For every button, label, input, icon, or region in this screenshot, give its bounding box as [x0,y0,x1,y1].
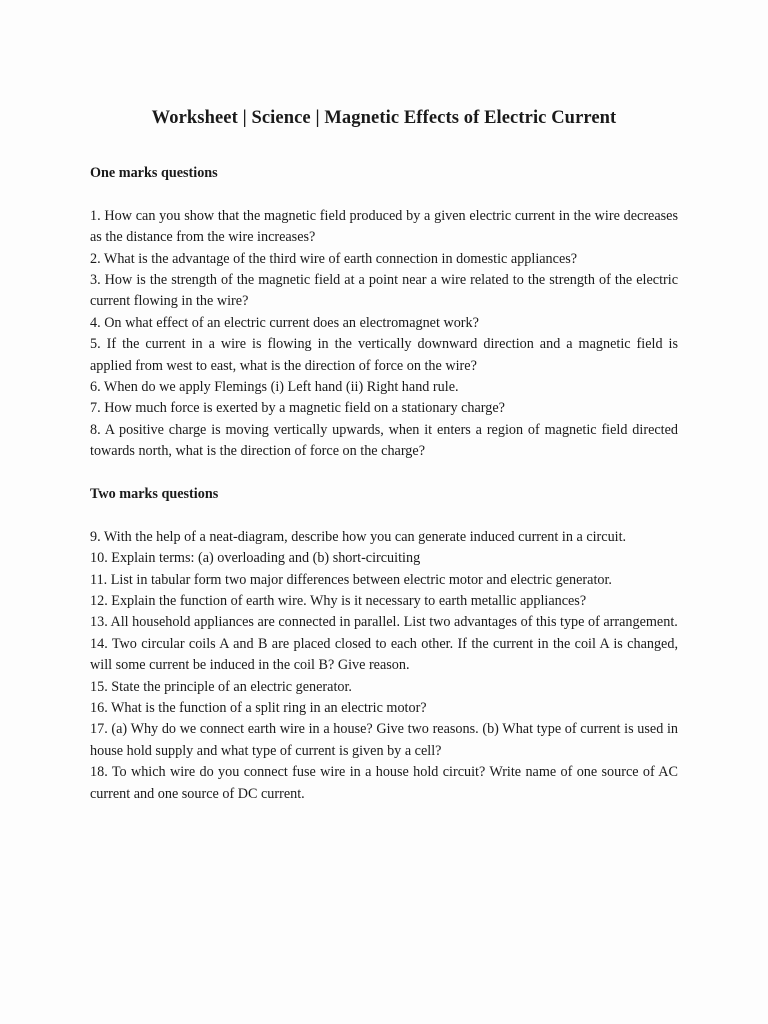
section-heading: One marks questions [90,165,218,181]
question-item: 3. How is the strength of the magnetic field at a point near a wire related to the strength of the electric current flowing in the wire? [90,272,678,310]
section-heading: Two marks questions [90,486,219,503]
question-item: 9. With the help of a neat-diagram, describe how you can generate induced current in a circuit. [90,528,627,545]
question-item: 2. What is the advantage of the third wire of earth connection in domestic appliances? [90,250,578,267]
page-title: Worksheet | Science | Magnetic Effects of Electric Current [151,108,617,129]
question-item: 15. State the principle of an electric generator. [90,678,352,695]
spacer [90,184,678,205]
question-item: 6. When do we apply Flemings (i) Left hand (ii) Right hand rule. [90,379,459,396]
question-item: 16. What is the function of a split ring in an electric motor? [90,700,427,717]
question-item: 17. (a) Why do we connect earth wire in a house? Give two reasons. (b) What type of current is used in house hold supply and what type of current is given by a cell? [90,721,678,759]
spacer [90,463,678,484]
question-list [90,527,678,805]
question-item: 10. Explain terms: (a) overloading and (b) short-circuiting [90,550,421,567]
question-item: 13. All household appliances are connected in parallel. List two advantages of this type of arrangement. [90,614,678,631]
question-item: 12. Explain the function of earth wire. Why is it necessary to earth metallic appliances? [90,593,587,610]
question-item: 18. To which wire do you connect fuse wire in a house hold circuit? Write name of one source of AC current and one source of DC current. [90,764,678,802]
section-two-mark [90,484,678,805]
question-item: 4. On what effect of an electric current does an electromagnet work? [90,314,479,331]
question-item: 5. If the current in a wire is flowing in the vertically downward direction and a magnetic field is applied from west to east, what is the direction of force on the wire? [90,336,678,374]
question-item: 1. How can you show that the magnetic field produced by a given electric current in the wire decreases as the distance from the wire increases? [90,207,678,246]
spacer [90,505,678,526]
question-item: 14. Two circular coils A and B are placed closed to each other. If the current in the coil A is changed, will some current be induced in the coil B? Give reason. [90,635,678,674]
section-one-mark [90,163,678,463]
question-item: 7. How much force is exerted by a magnetic field on a stationary charge? [90,400,505,417]
question-item: 11. List in tabular form two major differences between electric motor and electric generator. [90,571,612,588]
worksheet-content [90,163,678,805]
question-item: 8. A positive charge is moving vertically upwards, when it enters a region of magnetic field directed towards north, what is the direction of force on the charge? [90,421,678,460]
question-list [90,206,678,463]
